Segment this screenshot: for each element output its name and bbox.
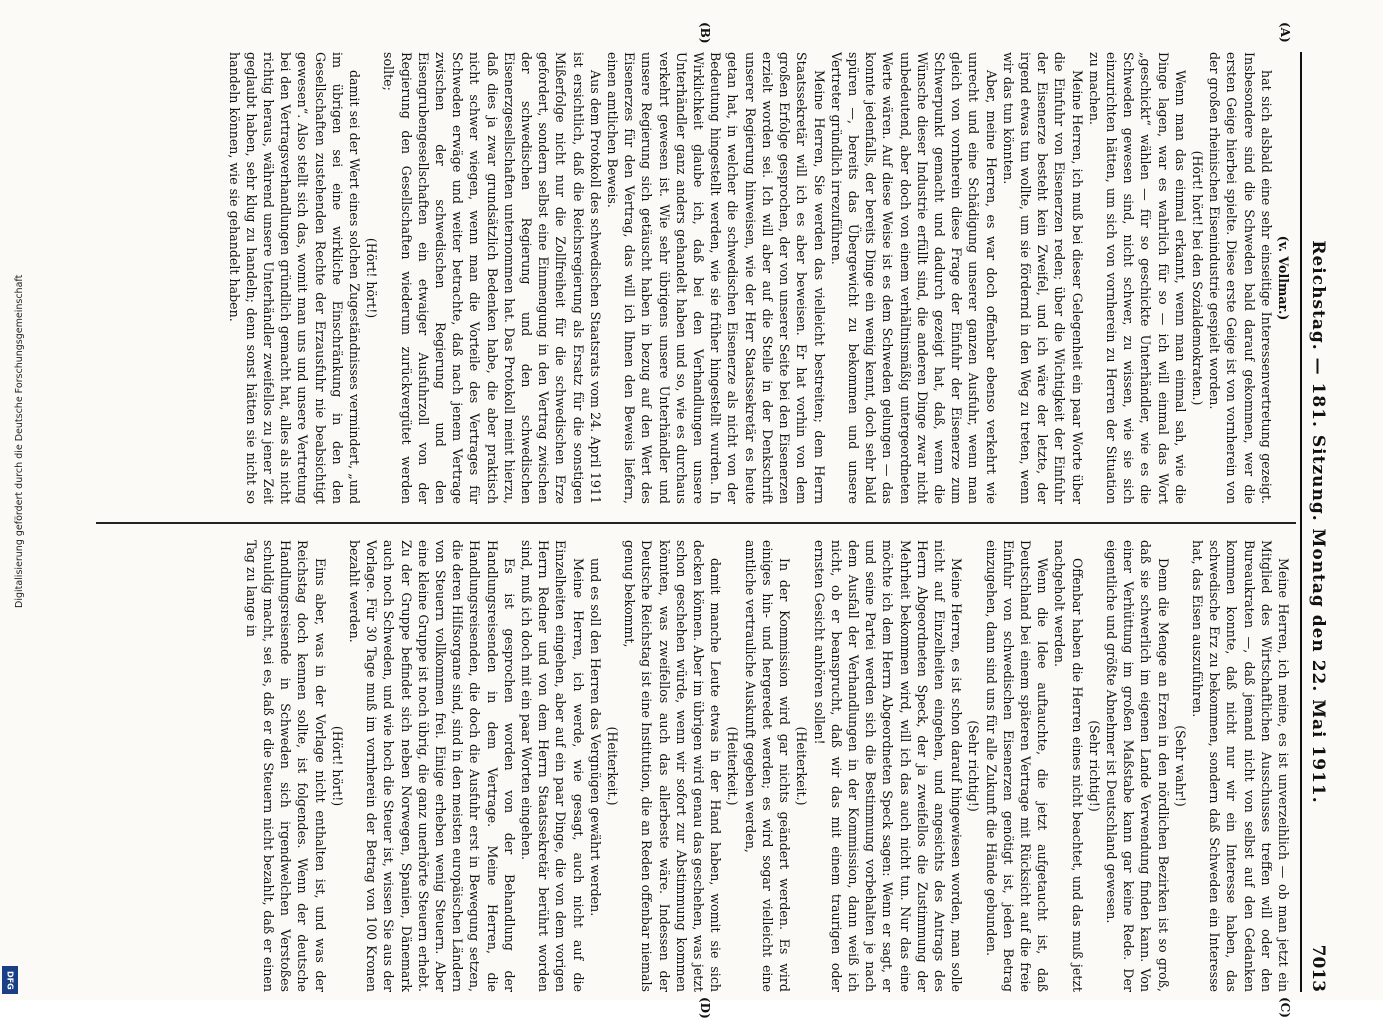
interjection: (Sehr richtig!) xyxy=(1086,720,1102,812)
interjection: (Heiterkeit.) xyxy=(725,726,741,806)
paragraph: hat sich alsbald eine sehr einseitige Interessenvertretung gezeigt. Insbesondere sind die Schweden bald darauf gekommen, wer die ersten Geige hierbei spielte. Diese erste Geige ist von vornherein von der großen rheinischen Eisenindustrie gespielt worden. xyxy=(1207,52,1274,504)
interjection: (Heiterkeit.) xyxy=(605,726,621,806)
speaker-label: (v. Vollmar.) xyxy=(1276,235,1291,321)
header-rule xyxy=(1300,52,1302,992)
paragraph: Wenn die Idee auftauchte, die jetzt aufgetaucht ist, daß Deutschland bei einem späteren Vertrage mit Rücksicht auf die freie Einfuhr von schwedischen Eisenerzen genötigt ist, jeden Betrag einzugehen, dann sind uns für alle Zukunft die Hände gebunden. xyxy=(983,540,1051,992)
margin-marker-b: (B) xyxy=(698,22,712,44)
column-divider xyxy=(96,522,1296,524)
margin-marker-c: (C) xyxy=(1278,997,1292,1018)
paragraph: In der Kommission wird gar nichts geändert werden. Es wird einiges hin- und hergeredet werden; es wird sogar vielleicht eine amtliche vertrauliche Auskunft gegeben werden, xyxy=(742,540,793,992)
left-column xyxy=(92,52,1292,504)
paragraph: Meine Herren, ich muß bei dieser Gelegenheit ein paar Worte über die Einfuhr von Eisenerzen reden; über die Wichtigkeit der Einfuhr der Eisenerze besteht kein Zweifel, und ich wäre der letzte, der irgend etwas tun wollte, um sie fördernd in den Weg zu treten, wenn wir das tun könnten. xyxy=(1000,52,1085,504)
paragraph: und es soll den Herren das Vergnügen gewährt werden. xyxy=(587,558,603,917)
margin-marker-d: (D) xyxy=(698,997,712,1019)
paragraph: Es ist gesprochen worden von der Behandlung der Handlungsreisenden in dem Vertrage. Meine Herren, die Handlungsreisenden, die doch die Ausfuhr erst in Bewegung setzen, die deren Hilfsorgane sind, sind in den meisten europäischen Ländern von Steuern vollkommen frei. Einige erheben wenig Steuern. Aber eine kleine Gruppe ist noch übrig, die ganz unerhörte Steuern erhebt. Zu der Gruppe befindet sich neben Norwegen, Spanien, Dänemark auch noch Schweden, und wie hoch die Steuer ist, wissen Sie aus der Vorlage. Für 30 Tage muß im vornherein der Betrag von 100 Kronen bezahlt werden. xyxy=(347,540,517,992)
paragraph: Meine Herren, ich werde, wie gesagt, auch nicht auf die Einzelheiten eingehen, aber auf ein paar Dinge, die von dem vorigen Herrn Redner und von dem Herrn Staatssekretär berührt worden sind, muß ich doch mit ein paar Worten eingehen. xyxy=(519,540,586,992)
interjection: (Hört! hört!) xyxy=(329,725,345,807)
right-column xyxy=(92,540,1292,992)
rotated-newspaper-page xyxy=(62,22,1332,1019)
paragraph: Aus dem Protokoll des schwedischen Staatsrats vom 24. April 1911 ist ersichtlich, daß die Reichsregierung als Ersatz für die sonstigen Mißerfolge nicht nur die Zollfreiheit für die schwedischen Erze gefordert, sondern selbst eine Einmengung in den Vertrag zwischen der schwedischen Regierung und den schwedischen Eisenerzgesellschaften unternommen hat. Das Protokoll meint hierzu, daß dies ja zwar grundsätzlich Bedenken habe, die aber praktisch nicht schwer wiegen, wenn man die Vorteile des Vertrages für Schweden erwäge und weiter betrachte, daß nach jenem Vertrage zwischen der schwedischen Regierung und den Eisengrubengesellschaften ein etwaiger Ausfuhrzoll von der Regierung den Gesellschaften wiederum zurückvergütet werden sollte; xyxy=(381,52,603,504)
page-title: Reichstag. — 181. Sitzung. Montag den 22. Mai 1911. xyxy=(1308,240,1328,804)
interjection: (Sehr richtig!) xyxy=(966,720,982,812)
paragraph: damit manche Leute etwas in der Hand haben, womit sie sich decken können. Aber im übrigen wird genau das geschehen, was jetzt schon geschehen würde, wenn wir sofort zur Abstimmung kommen könnten, was zweifellos auch das allerbeste wäre. Indessen der Deutsche Reichstag ist eine Institution, die an Reden offenbar niemals genug bekommt, xyxy=(622,540,724,992)
paragraph: Meine Herren, es ist schon darauf hingewiesen worden, man solle nicht auf Einzelheiten eingehen, und angesichts des Antrags des Herrn Abgeordneten Speck, der ja zweifellos die Zustimmung der Mehrheit bekommen wird, will ich das auch nicht tun. Nur das eine möchte ich dem Herrn Abgeordneten Speck sagen: Wenn er sagt, er und seine Partei werden sich die Bestimmung vorbehalten je nach dem Ausfall der Verhandlungen in der Kommission, dann weiß ich nicht, ob er beansprucht, daß wir das mit einem traurigen oder ernsten Gesicht anhören sollen! xyxy=(811,540,965,992)
interjection: (Sehr wahr!) xyxy=(1172,725,1188,807)
paragraph: Aber, meine Herren, es war doch offenbar ebenso verkehrt wie unrecht und eine Schädigung unserer ganzen Ausfuhr, wenn man gleich von vornherein diese Frage der Einfuhr der Eisenerze zum Schwerpunkt gemacht und dadurch gezeigt hat, daß, wenn die Wünsche dieser Industrie erfüllt sind, die anderen Dinge zwar nicht unbedeutend, aber doch von einem verhältnismäßig untergeordneten Werte wären. Auf diese Weise ist es dem Schweden gelungen — das konnte jedenfalls, der bereits Dinge ein wenig kennt, doch sehr bald spüren —, bereits das Übergewicht zu bekommen und unsere Vertreter gründlich irrezuführen. xyxy=(828,52,999,504)
paragraph: Denn die Menge an Erzen in den nördlichen Bezirken ist so groß, daß sie schwerlich im eigenen Lande Verwendung finden kann. Von einer Verhüttung im großen Maßstabe kann gar keine Rede. Der eigentliche und größte Abnehmer ist Deutschland gewesen. xyxy=(1103,540,1171,992)
dfg-logo: DFG xyxy=(2,966,18,994)
credit-text: Digitalisierung gefördert durch die Deutsche Forschungsgemeinschaft xyxy=(14,274,25,608)
interjection: (Heiterkeit.) xyxy=(794,726,810,806)
paragraph: Offenbar haben die Herren eines nicht beachtet, und das muß jetzt nachgeholt werden. xyxy=(1052,540,1085,992)
paragraph: Eins aber, was in der Vorlage nicht enthalten ist, und was der Reichstag doch kennen sollte, ist folgendes. Wenn der deutsche Handlungsreisende in Schweden sich irgendwelchen Verstoßes schuldig macht, sei es, daß er die Steuern nicht bezahlt, daß er einen Tag zu lange in xyxy=(243,540,328,992)
page-number: 7013 xyxy=(1308,944,1328,992)
page-header xyxy=(1298,52,1332,992)
interjection: (Hört! hört! bei den Sozialdemokraten.) xyxy=(1189,150,1205,406)
paragraph: Meine Herren, Sie werden das vielleicht bestreiten; dem Herrn Staatssekretär will ich es aber beweisen. Er hat vorhin von dem großen Erfolge gesprochen, der von unserer Seite bei den Eisenerzen erzielt worden sei. Ich will aber auf die Stelle in der Denkschrift unserer Regierung hinweisen, wie der Herr Staatssekretär es heute getan hat, in welcher die schwedischen Eisenerze als nicht von der Bedeutung hingestellt werden, wie sie früher hingestellt wurden. In Wirklichkeit glaube ich, daß bei den Verhandlungen unsere Unterhändler ganz anders gehandelt haben und so, wie es durchaus verkehrt gewesen ist. Wie sehr übrigens unsere Unterhändler und unsere Regierung sich getäuscht haben in bezug auf den Wert des Eisenerzes für den Vertrag, das will ich Ihnen den Beweis liefern, einen amtlichen Beweis. xyxy=(605,52,827,504)
interjection: (Hört! hört!) xyxy=(364,237,380,319)
paragraph: Wenn man das einmal erkannt, wenn man einmal sah, wie die Dinge lagen, war es wahrlich für so — ich will einmal das Wort „geschickt“ wählen — für so geschickte Unterhändler, wie es die Schweden gewesen sind, nicht schwer, zu wissen, wie sie sich einzurichten hätten, um sich von vornherein zu Herren der Situation zu machen. xyxy=(1086,52,1188,504)
paragraph: Meine Herren, ich meine, es ist unverzeihlich — ob man jetzt ein Mitglied des Wirtschaftlichen Ausschusses treffen will oder den Bureaukraten —, daß jemand nicht von selbst auf den Gedanken kommen konnte, daß nicht nur wir ein Interesse haben, das schwedische Erz zu bekommen, sondern daß Schweden ein Interesse hat, das Eisen auszuführen. xyxy=(1189,540,1291,992)
digitization-credit xyxy=(0,0,25,1000)
margin-marker-a: (A) xyxy=(1278,22,1292,43)
paragraph: damit sei der Wert eines solchen Zugeständnisses vermindert, „und im übrigen sei eine wirkliche Einschränkung in den den Gesellschaften zustehenden Rechte der Erzausfuhr nie beabsichtigt gewesen“. Also stellt sich das, womit man uns und unsere Vertretung bei den Vertragsverhandlungen gründlich gemacht hat, alles als nicht richtig heraus, während unsere Unterhändler zweifellos zu jener Zeit geglaubt haben, sehr klug zu handeln; denn sonst hätten sie nicht so handeln können, wie sie gehandelt haben. xyxy=(226,52,363,504)
